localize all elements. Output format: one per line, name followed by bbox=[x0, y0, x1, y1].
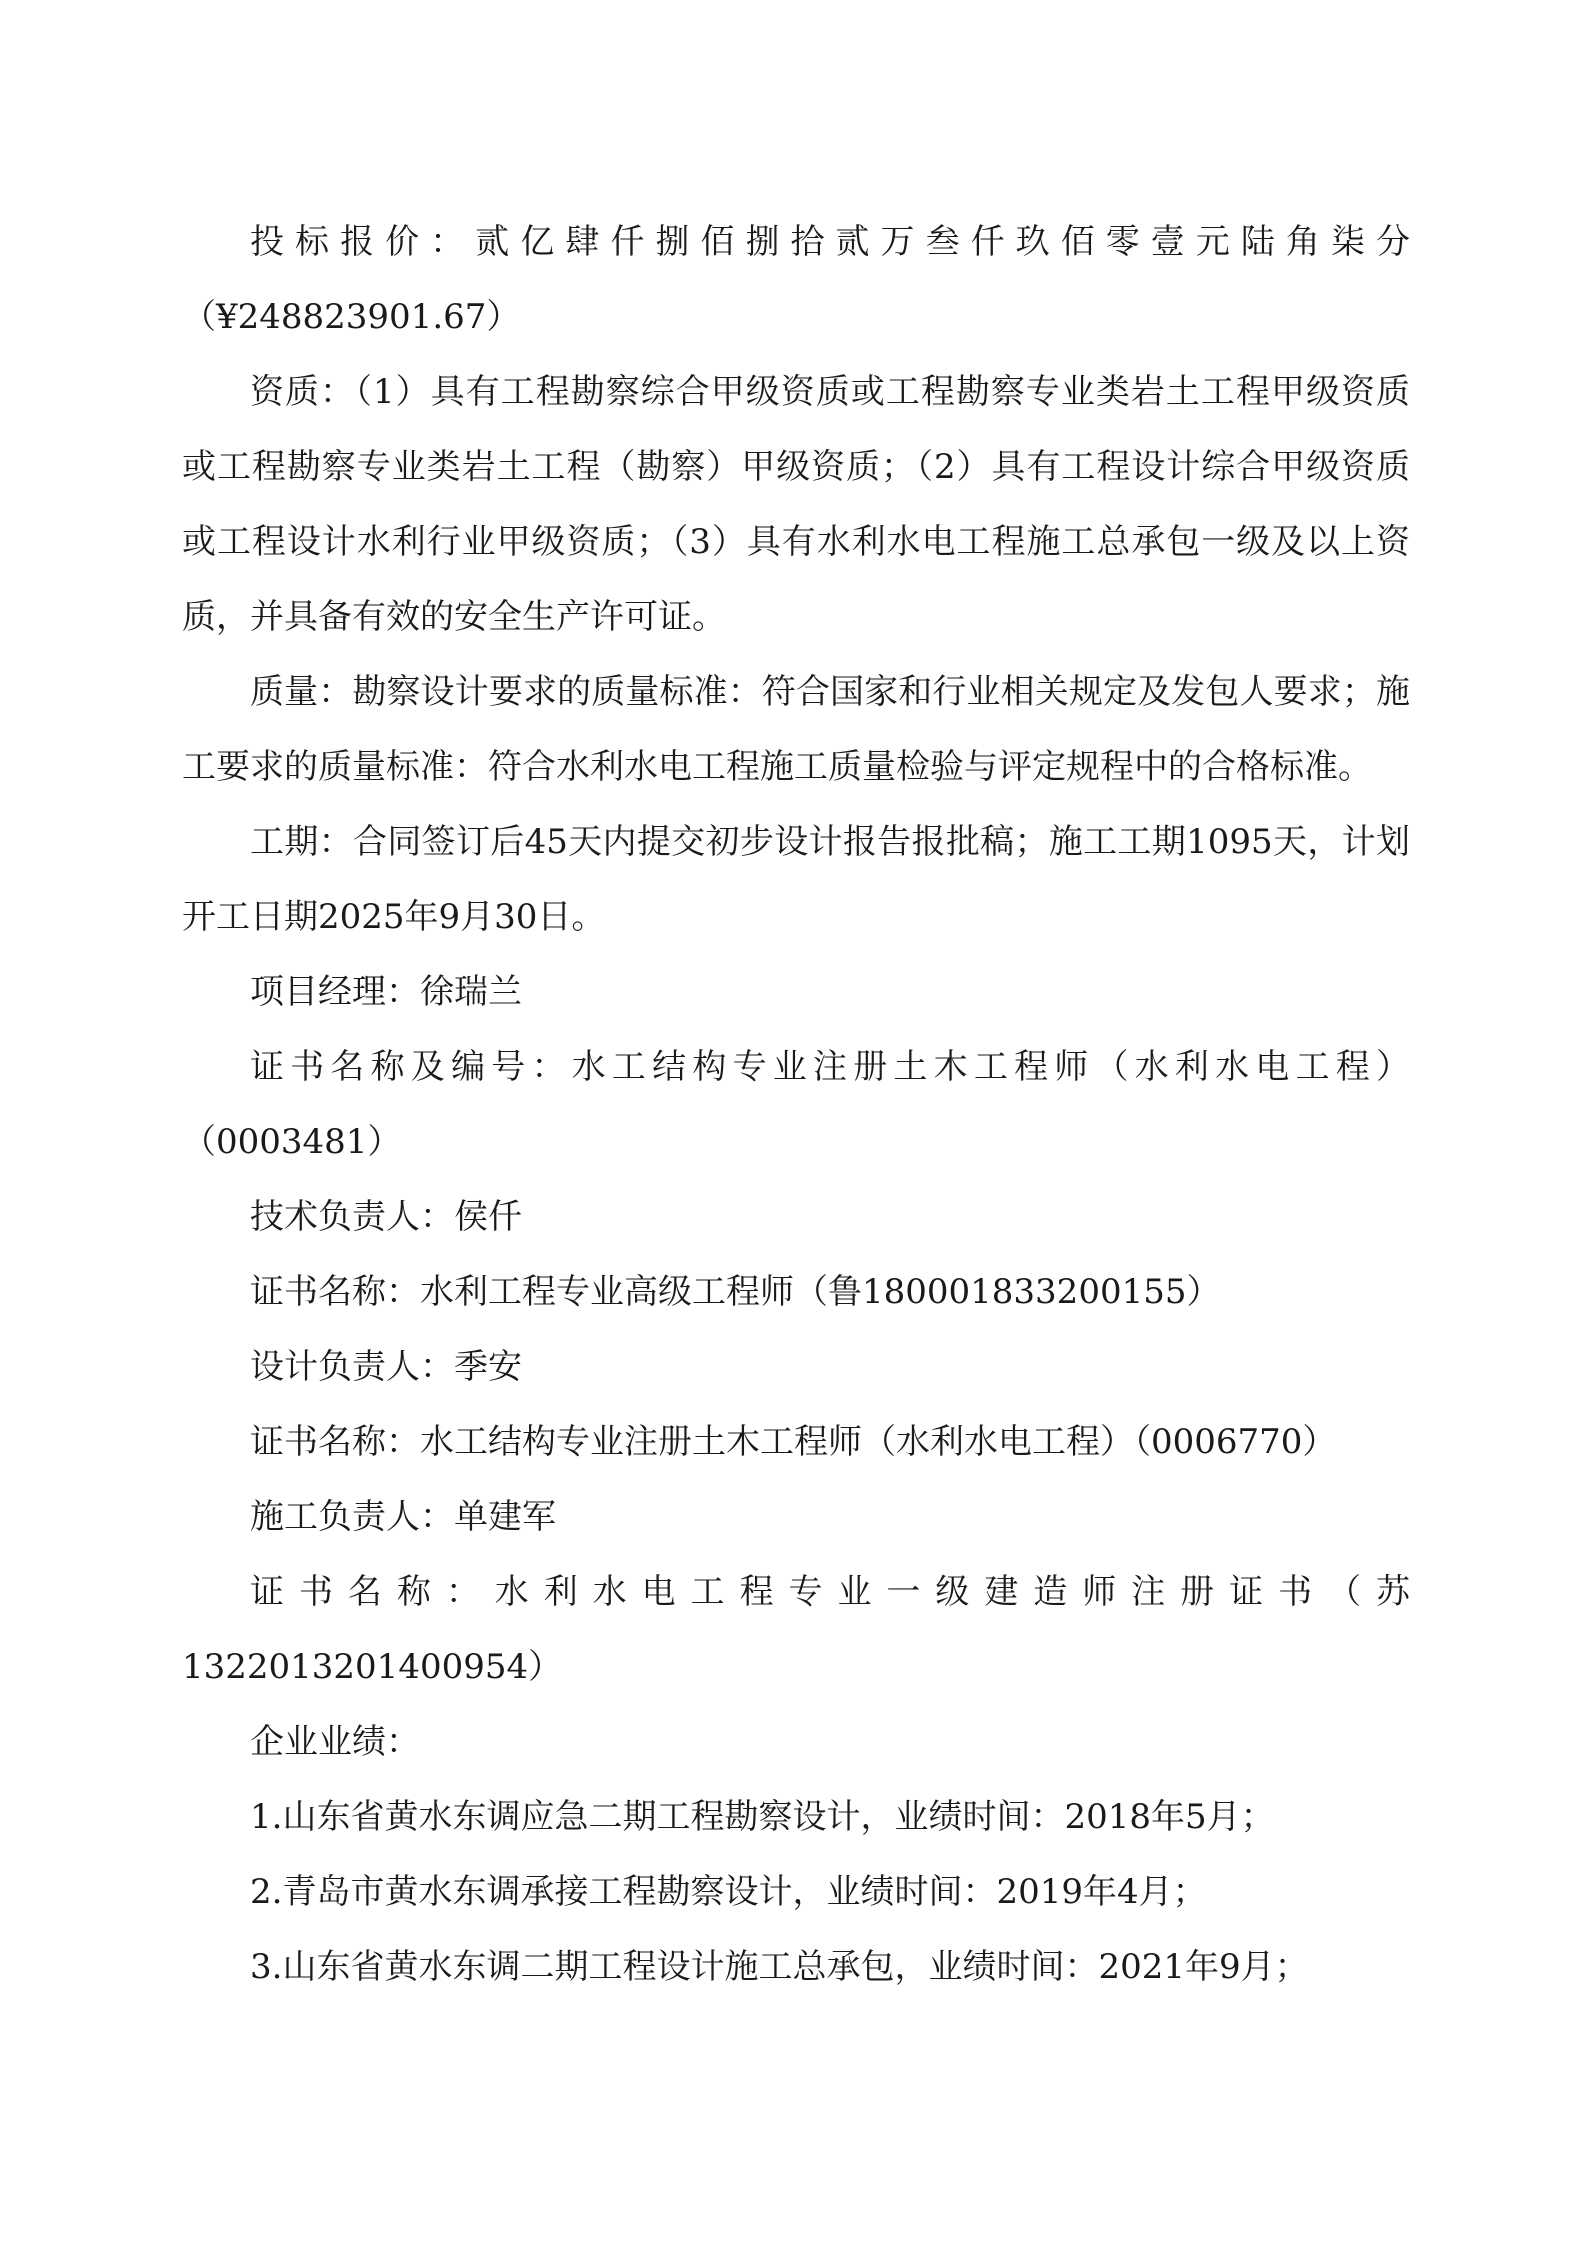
project-manager-certificate-paragraph: 证书名称及编号：水工结构专业注册土木工程师（水利水电工程）（0003481） bbox=[182, 1047, 1410, 1162]
design-lead-certificate-paragraph: 证书名称：水工结构专业注册土木工程师（水利水电工程）（0006770） bbox=[250, 1422, 1337, 1462]
construction-lead-paragraph: 施工负责人：单建军 bbox=[250, 1497, 556, 1537]
duration-paragraph: 工期：合同签订后45天内提交初步设计报告报批稿；施工工期1095天，计划开工日期2025年9月30日。 bbox=[182, 822, 1410, 937]
technical-lead-certificate-paragraph: 证书名称：水利工程专业高级工程师（鲁180001833200155） bbox=[250, 1272, 1221, 1312]
project-manager-paragraph: 项目经理：徐瑞兰 bbox=[250, 972, 522, 1012]
performance-item-1: 1.山东省黄水东调应急二期工程勘察设计，业绩时间：2018年5月； bbox=[250, 1797, 1275, 1837]
bid-price-paragraph: 投标报价：贰亿肆仟捌佰捌拾贰万叁仟玖佰零壹元陆角柒分（¥248823901.67） bbox=[182, 222, 1410, 337]
quality-paragraph: 质量：勘察设计要求的质量标准：符合国家和行业相关规定及发包人要求；施工要求的质量标准：符合水利水电工程施工质量检验与评定规程中的合格标准。 bbox=[182, 672, 1410, 787]
performance-heading: 企业业绩： bbox=[250, 1722, 420, 1762]
qualification-paragraph: 资质：（1）具有工程勘察综合甲级资质或工程勘察专业类岩土工程甲级资质或工程勘察专业类岩土工程（勘察）甲级资质；（2）具有工程设计综合甲级资质或工程设计水利行业甲级资质；（3）具有水利水电工程施工总承包一级及以上资质，并具备有效的安全生产许可证。 bbox=[182, 372, 1410, 637]
design-lead-paragraph: 设计负责人：季安 bbox=[250, 1347, 522, 1387]
performance-item-3: 3.山东省黄水东调二期工程设计施工总承包，业绩时间：2021年9月； bbox=[250, 1947, 1309, 1987]
construction-lead-certificate-paragraph: 证书名称：水利水电工程专业一级建造师注册证书（苏1322013201400954） bbox=[182, 1572, 1410, 1687]
technical-lead-paragraph: 技术负责人：侯仟 bbox=[250, 1197, 522, 1237]
performance-item-2: 2.青岛市黄水东调承接工程勘察设计，业绩时间：2019年4月； bbox=[250, 1872, 1207, 1912]
document-body bbox=[182, 205, 1410, 2005]
